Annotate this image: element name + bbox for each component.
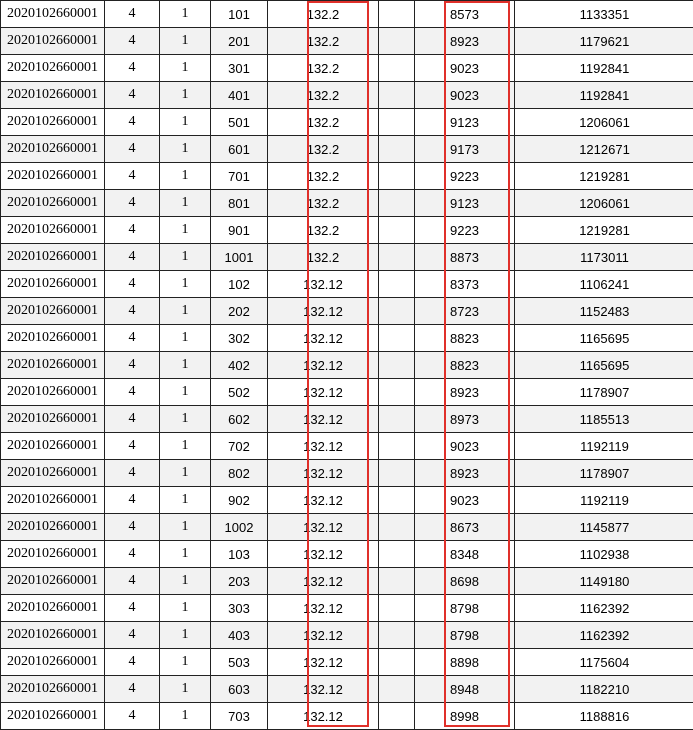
cell-code-b[interactable]: 1 (160, 109, 211, 136)
cell-code-a[interactable]: 4 (105, 190, 160, 217)
cell-code-a[interactable]: 4 (105, 217, 160, 244)
cell-blank[interactable] (379, 379, 415, 406)
cell-blank[interactable] (379, 136, 415, 163)
cell-code-a[interactable]: 4 (105, 514, 160, 541)
cell-record-id[interactable]: 2020102660001 (1, 325, 105, 352)
cell-code-b[interactable]: 1 (160, 271, 211, 298)
table-row (1, 487, 693, 514)
cell-area[interactable]: 132.12 (268, 379, 379, 406)
cell-blank[interactable] (379, 406, 415, 433)
cell-code-b[interactable]: 1 (160, 703, 211, 730)
cell-code-b[interactable]: 1 (160, 298, 211, 325)
table-row (1, 568, 693, 595)
cell-unit-number[interactable]: 701 (211, 163, 268, 190)
cell-code-a[interactable]: 4 (105, 298, 160, 325)
cell-total-price[interactable]: 1175604 (515, 649, 693, 676)
cell-unit-price[interactable]: 9223 (415, 217, 515, 244)
cell-code-a[interactable]: 4 (105, 406, 160, 433)
cell-code-b[interactable]: 1 (160, 244, 211, 271)
cell-code-a[interactable]: 4 (105, 460, 160, 487)
cell-code-b[interactable]: 1 (160, 649, 211, 676)
cell-code-b[interactable]: 1 (160, 433, 211, 460)
cell-record-id[interactable]: 2020102660001 (1, 676, 105, 703)
cell-record-id[interactable]: 2020102660001 (1, 55, 105, 82)
cell-unit-price[interactable]: 8798 (415, 622, 515, 649)
cell-record-id[interactable]: 2020102660001 (1, 190, 105, 217)
cell-unit-price[interactable]: 9023 (415, 82, 515, 109)
cell-unit-number[interactable]: 603 (211, 676, 268, 703)
cell-code-a[interactable]: 4 (105, 28, 160, 55)
cell-record-id[interactable]: 2020102660001 (1, 109, 105, 136)
cell-area[interactable]: 132.2 (268, 55, 379, 82)
cell-area[interactable]: 132.12 (268, 595, 379, 622)
cell-unit-price[interactable]: 8348 (415, 541, 515, 568)
cell-unit-number[interactable]: 201 (211, 28, 268, 55)
cell-unit-price[interactable]: 9123 (415, 190, 515, 217)
cell-unit-number[interactable]: 303 (211, 595, 268, 622)
cell-blank[interactable] (379, 325, 415, 352)
cell-code-b[interactable]: 1 (160, 217, 211, 244)
cell-unit-price[interactable]: 8573 (415, 1, 515, 28)
cell-record-id[interactable]: 2020102660001 (1, 82, 105, 109)
cell-code-b[interactable]: 1 (160, 568, 211, 595)
cell-unit-price[interactable]: 8948 (415, 676, 515, 703)
cell-unit-number[interactable]: 302 (211, 325, 268, 352)
cell-area[interactable]: 132.12 (268, 298, 379, 325)
cell-code-b[interactable]: 1 (160, 379, 211, 406)
cell-area[interactable]: 132.12 (268, 514, 379, 541)
cell-record-id[interactable]: 2020102660001 (1, 244, 105, 271)
cell-unit-number[interactable]: 902 (211, 487, 268, 514)
cell-total-price[interactable]: 1102938 (515, 541, 693, 568)
cell-record-id[interactable]: 2020102660001 (1, 136, 105, 163)
cell-unit-number[interactable]: 702 (211, 433, 268, 460)
cell-area[interactable]: 132.2 (268, 190, 379, 217)
table-row (1, 379, 693, 406)
cell-unit-price[interactable]: 8698 (415, 568, 515, 595)
cell-total-price[interactable]: 1178907 (515, 460, 693, 487)
table-row (1, 622, 693, 649)
cell-area[interactable]: 132.12 (268, 352, 379, 379)
table-row (1, 703, 693, 730)
cell-unit-number[interactable]: 703 (211, 703, 268, 730)
cell-area[interactable]: 132.12 (268, 568, 379, 595)
cell-total-price[interactable]: 1178907 (515, 379, 693, 406)
cell-total-price[interactable]: 1185513 (515, 406, 693, 433)
cell-unit-number[interactable]: 502 (211, 379, 268, 406)
cell-area[interactable]: 132.2 (268, 109, 379, 136)
cell-area[interactable]: 132.12 (268, 271, 379, 298)
cell-total-price[interactable]: 1149180 (515, 568, 693, 595)
cell-unit-number[interactable]: 101 (211, 1, 268, 28)
cell-unit-number[interactable]: 1002 (211, 514, 268, 541)
cell-unit-price[interactable]: 8998 (415, 703, 515, 730)
cell-blank[interactable] (379, 82, 415, 109)
cell-blank[interactable] (379, 163, 415, 190)
cell-record-id[interactable]: 2020102660001 (1, 271, 105, 298)
cell-blank[interactable] (379, 595, 415, 622)
cell-record-id[interactable]: 2020102660001 (1, 217, 105, 244)
cell-blank[interactable] (379, 568, 415, 595)
cell-blank[interactable] (379, 676, 415, 703)
cell-code-b[interactable]: 1 (160, 55, 211, 82)
cell-unit-price[interactable]: 8923 (415, 460, 515, 487)
cell-unit-number[interactable]: 802 (211, 460, 268, 487)
cell-record-id[interactable]: 2020102660001 (1, 433, 105, 460)
table-row (1, 406, 693, 433)
cell-code-b[interactable]: 1 (160, 622, 211, 649)
cell-unit-number[interactable]: 301 (211, 55, 268, 82)
cell-record-id[interactable]: 2020102660001 (1, 649, 105, 676)
cell-blank[interactable] (379, 190, 415, 217)
cell-record-id[interactable]: 2020102660001 (1, 703, 105, 730)
cell-area[interactable]: 132.12 (268, 541, 379, 568)
cell-area[interactable]: 132.12 (268, 703, 379, 730)
cell-code-b[interactable]: 1 (160, 676, 211, 703)
cell-code-a[interactable]: 4 (105, 1, 160, 28)
cell-blank[interactable] (379, 541, 415, 568)
cell-blank[interactable] (379, 271, 415, 298)
cell-unit-price[interactable]: 8823 (415, 352, 515, 379)
cell-code-a[interactable]: 4 (105, 676, 160, 703)
cell-unit-number[interactable]: 602 (211, 406, 268, 433)
cell-area[interactable]: 132.2 (268, 163, 379, 190)
cell-code-b[interactable]: 1 (160, 487, 211, 514)
cell-blank[interactable] (379, 55, 415, 82)
cell-total-price[interactable]: 1219281 (515, 163, 693, 190)
cell-total-price[interactable]: 1219281 (515, 217, 693, 244)
cell-total-price[interactable]: 1206061 (515, 109, 693, 136)
cell-unit-number[interactable]: 901 (211, 217, 268, 244)
table-row (1, 136, 693, 163)
cell-area[interactable]: 132.12 (268, 460, 379, 487)
table-row (1, 649, 693, 676)
cell-code-a[interactable]: 4 (105, 271, 160, 298)
table-row (1, 55, 693, 82)
cell-blank[interactable] (379, 703, 415, 730)
cell-total-price[interactable]: 1162392 (515, 595, 693, 622)
cell-unit-price[interactable]: 9023 (415, 55, 515, 82)
table-body (1, 1, 693, 730)
cell-total-price[interactable]: 1192119 (515, 487, 693, 514)
cell-total-price[interactable]: 1212671 (515, 136, 693, 163)
table-row (1, 433, 693, 460)
cell-area[interactable]: 132.12 (268, 406, 379, 433)
table-row (1, 541, 693, 568)
cell-area[interactable]: 132.12 (268, 325, 379, 352)
cell-unit-price[interactable]: 9173 (415, 136, 515, 163)
table-row (1, 298, 693, 325)
cell-code-b[interactable]: 1 (160, 163, 211, 190)
cell-code-a[interactable]: 4 (105, 163, 160, 190)
table-row (1, 244, 693, 271)
table-row (1, 271, 693, 298)
table-row (1, 460, 693, 487)
cell-code-a[interactable]: 4 (105, 568, 160, 595)
cell-record-id[interactable]: 2020102660001 (1, 379, 105, 406)
cell-record-id[interactable]: 2020102660001 (1, 460, 105, 487)
cell-blank[interactable] (379, 352, 415, 379)
cell-unit-price[interactable]: 8823 (415, 325, 515, 352)
cell-record-id[interactable]: 2020102660001 (1, 298, 105, 325)
cell-code-b[interactable]: 1 (160, 595, 211, 622)
table-row (1, 352, 693, 379)
cell-record-id[interactable]: 2020102660001 (1, 28, 105, 55)
cell-unit-number[interactable]: 501 (211, 109, 268, 136)
cell-blank[interactable] (379, 433, 415, 460)
cell-blank[interactable] (379, 460, 415, 487)
cell-blank[interactable] (379, 649, 415, 676)
cell-code-a[interactable]: 4 (105, 487, 160, 514)
cell-area[interactable]: 132.2 (268, 1, 379, 28)
cell-total-price[interactable]: 1192841 (515, 82, 693, 109)
cell-area[interactable]: 132.12 (268, 676, 379, 703)
cell-total-price[interactable]: 1106241 (515, 271, 693, 298)
cell-unit-price[interactable]: 8723 (415, 298, 515, 325)
table-row (1, 595, 693, 622)
cell-code-b[interactable]: 1 (160, 28, 211, 55)
cell-code-a[interactable]: 4 (105, 325, 160, 352)
cell-blank[interactable] (379, 298, 415, 325)
cell-record-id[interactable]: 2020102660001 (1, 406, 105, 433)
cell-code-b[interactable]: 1 (160, 541, 211, 568)
cell-record-id[interactable]: 2020102660001 (1, 541, 105, 568)
cell-code-a[interactable]: 4 (105, 649, 160, 676)
cell-total-price[interactable]: 1145877 (515, 514, 693, 541)
cell-code-a[interactable]: 4 (105, 244, 160, 271)
cell-unit-price[interactable]: 8798 (415, 595, 515, 622)
cell-unit-price[interactable]: 9123 (415, 109, 515, 136)
cell-unit-number[interactable]: 801 (211, 190, 268, 217)
cell-code-a[interactable]: 4 (105, 595, 160, 622)
cell-area[interactable]: 132.2 (268, 217, 379, 244)
table-row (1, 676, 693, 703)
cell-total-price[interactable]: 1162392 (515, 622, 693, 649)
cell-record-id[interactable]: 2020102660001 (1, 568, 105, 595)
cell-total-price[interactable]: 1165695 (515, 325, 693, 352)
cell-unit-price[interactable]: 8923 (415, 28, 515, 55)
cell-unit-number[interactable]: 103 (211, 541, 268, 568)
cell-code-a[interactable]: 4 (105, 433, 160, 460)
cell-unit-number[interactable]: 1001 (211, 244, 268, 271)
cell-code-a[interactable]: 4 (105, 352, 160, 379)
cell-unit-number[interactable]: 401 (211, 82, 268, 109)
cell-unit-price[interactable]: 8973 (415, 406, 515, 433)
cell-blank[interactable] (379, 622, 415, 649)
cell-blank[interactable] (379, 217, 415, 244)
cell-area[interactable]: 132.2 (268, 82, 379, 109)
table-row (1, 28, 693, 55)
cell-code-a[interactable]: 4 (105, 379, 160, 406)
cell-unit-price[interactable]: 8373 (415, 271, 515, 298)
cell-area[interactable]: 132.2 (268, 244, 379, 271)
cell-total-price[interactable]: 1173011 (515, 244, 693, 271)
cell-unit-number[interactable]: 203 (211, 568, 268, 595)
cell-unit-number[interactable]: 601 (211, 136, 268, 163)
cell-unit-price[interactable]: 8923 (415, 379, 515, 406)
cell-blank[interactable] (379, 487, 415, 514)
cell-record-id[interactable]: 2020102660001 (1, 163, 105, 190)
cell-code-a[interactable]: 4 (105, 109, 160, 136)
table-row (1, 325, 693, 352)
cell-total-price[interactable]: 1152483 (515, 298, 693, 325)
cell-code-b[interactable]: 1 (160, 82, 211, 109)
cell-code-a[interactable]: 4 (105, 622, 160, 649)
cell-total-price[interactable]: 1188816 (515, 703, 693, 730)
cell-unit-number[interactable]: 402 (211, 352, 268, 379)
table-row (1, 109, 693, 136)
cell-total-price[interactable]: 1182210 (515, 676, 693, 703)
cell-unit-number[interactable]: 403 (211, 622, 268, 649)
cell-unit-price[interactable]: 9023 (415, 487, 515, 514)
cell-total-price[interactable]: 1192119 (515, 433, 693, 460)
cell-area[interactable]: 132.2 (268, 136, 379, 163)
cell-unit-number[interactable]: 503 (211, 649, 268, 676)
cell-area[interactable]: 132.12 (268, 433, 379, 460)
cell-blank[interactable] (379, 28, 415, 55)
cell-record-id[interactable]: 2020102660001 (1, 595, 105, 622)
cell-code-a[interactable]: 4 (105, 541, 160, 568)
cell-code-b[interactable]: 1 (160, 460, 211, 487)
cell-area[interactable]: 132.2 (268, 28, 379, 55)
cell-code-a[interactable]: 4 (105, 55, 160, 82)
table-row (1, 217, 693, 244)
cell-area[interactable]: 132.12 (268, 622, 379, 649)
cell-record-id[interactable]: 2020102660001 (1, 514, 105, 541)
cell-area[interactable]: 132.12 (268, 487, 379, 514)
cell-code-b[interactable]: 1 (160, 352, 211, 379)
cell-code-a[interactable]: 4 (105, 136, 160, 163)
cell-unit-price[interactable]: 8898 (415, 649, 515, 676)
cell-unit-price[interactable]: 9223 (415, 163, 515, 190)
table-row (1, 514, 693, 541)
cell-code-b[interactable]: 1 (160, 1, 211, 28)
cell-total-price[interactable]: 1192841 (515, 55, 693, 82)
cell-blank[interactable] (379, 514, 415, 541)
cell-unit-price[interactable]: 8673 (415, 514, 515, 541)
cell-code-b[interactable]: 1 (160, 325, 211, 352)
cell-record-id[interactable]: 2020102660001 (1, 487, 105, 514)
cell-record-id[interactable]: 2020102660001 (1, 1, 105, 28)
cell-total-price[interactable]: 1165695 (515, 352, 693, 379)
table-row (1, 82, 693, 109)
cell-code-b[interactable]: 1 (160, 190, 211, 217)
cell-area[interactable]: 132.12 (268, 649, 379, 676)
cell-blank[interactable] (379, 1, 415, 28)
cell-unit-price[interactable]: 8873 (415, 244, 515, 271)
cell-blank[interactable] (379, 109, 415, 136)
table-row (1, 163, 693, 190)
cell-code-b[interactable]: 1 (160, 406, 211, 433)
cell-record-id[interactable]: 2020102660001 (1, 352, 105, 379)
cell-code-b[interactable]: 1 (160, 514, 211, 541)
cell-code-b[interactable]: 1 (160, 136, 211, 163)
cell-code-a[interactable]: 4 (105, 82, 160, 109)
cell-unit-number[interactable]: 102 (211, 271, 268, 298)
table-row (1, 190, 693, 217)
cell-unit-price[interactable]: 9023 (415, 433, 515, 460)
cell-code-a[interactable]: 4 (105, 703, 160, 730)
cell-record-id[interactable]: 2020102660001 (1, 622, 105, 649)
cell-total-price[interactable]: 1133351 (515, 1, 693, 28)
cell-blank[interactable] (379, 244, 415, 271)
table-row (1, 1, 693, 28)
cell-unit-number[interactable]: 202 (211, 298, 268, 325)
cell-total-price[interactable]: 1206061 (515, 190, 693, 217)
cell-total-price[interactable]: 1179621 (515, 28, 693, 55)
